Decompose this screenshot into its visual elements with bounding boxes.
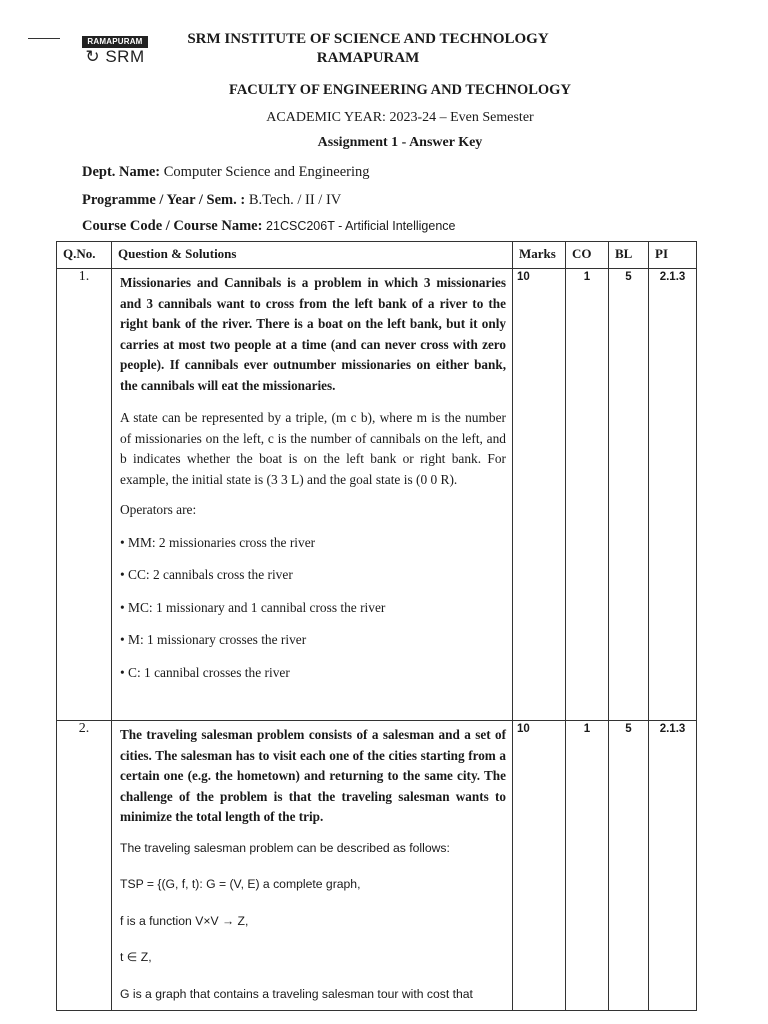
header-co: CO (566, 242, 609, 269)
solution-line: f is a function V×V → Z, (120, 913, 249, 928)
logo-main-text: ↻ SRM (85, 47, 145, 66)
operator-item: • CC: 2 cannibals cross the river (120, 567, 293, 582)
margin-mark (28, 38, 60, 39)
solution-line: G is a graph that contains a traveling salesman tour with cost that (120, 986, 473, 1001)
operator-item: • MC: 1 missionary and 1 cannibal cross the river (120, 599, 386, 615)
question-number: 1. (57, 269, 112, 721)
answer-table (56, 241, 697, 1011)
co-value: 1 (566, 269, 609, 721)
assignment-title: Assignment 1 - Answer Key (317, 135, 483, 150)
question-text: Missionaries and Cannibals is a problem in which 3 missionaries and 3 cannibals want to cross from the left bank of a river to the right bank of the river. There is a boat on the left bank, but it only carries at most two people at a time (and can never cross with zero people). If cannibals ever outnumber missionaries on either bank, the cannibals will eat the missionaries. (120, 275, 506, 393)
co-value: 1 (566, 721, 609, 1011)
institute-name: SRM INSTITUTE OF SCIENCE AND TECHNOLOGY RAMAPURAM (178, 30, 558, 68)
pi-value: 2.1.3 (649, 269, 697, 721)
header-marks: Marks (513, 242, 566, 269)
logo-top-text: RAMAPURAM (82, 36, 148, 48)
srm-logo (82, 36, 148, 66)
marks-value: 10 (513, 721, 566, 1011)
bl-value: 5 (609, 269, 649, 721)
campus-name: RAMAPURAM (316, 50, 420, 66)
solution-text: A state can be represented by a triple, (m c b), where m is the number of missionaries on the left, c is the number of cannibals on the left, and b indicates whether the boat is on the left bank or right bank. For example, the initial state is (3 3 L) and the goal state is (0 0 R). (120, 410, 506, 487)
bl-value: 5 (609, 721, 649, 1011)
programme-line: Programme / Year / Sem. : B.Tech. / II / IV (82, 192, 342, 208)
course-line: Course Code / Course Name: 21CSC206T - Artificial Intelligence (82, 218, 456, 234)
operator-item: • MM: 2 missionaries cross the river (120, 534, 316, 550)
solution-line: t ∈ Z, (120, 950, 152, 964)
pi-value: 2.1.3 (649, 721, 697, 1011)
header-qno: Q.No. (57, 242, 112, 269)
logo-swirl-icon: ↻ (85, 47, 101, 66)
operator-item: • C: 1 cannibal crosses the river (120, 664, 290, 680)
operators-label: Operators are: (120, 502, 197, 517)
solution-text: The traveling salesman problem can be described as follows: (120, 840, 450, 855)
faculty-name: FACULTY OF ENGINEERING AND TECHNOLOGY (229, 82, 571, 98)
question-number: 2. (57, 721, 112, 1011)
question-text: The traveling salesman problem consists of a salesman and a set of cities. The salesman has to visit each one of the cities starting from a certain one (e.g. the hometown) and returning to the same city. The challenge of the problem is that the traveling salesman wants to minimize the total length of the trip. (120, 727, 506, 824)
question-solution-cell (112, 269, 513, 721)
academic-year: ACADEMIC YEAR: 2023-24 – Even Semester (266, 110, 534, 125)
question-solution-cell (112, 721, 513, 1011)
operator-item: • M: 1 missionary crosses the river (120, 632, 307, 647)
table-row (57, 269, 697, 721)
header-bl: BL (609, 242, 649, 269)
table-header-row (57, 242, 697, 269)
solution-line: TSP = {(G, f, t): G = (V, E) a complete graph, (120, 877, 361, 891)
header-pi: PI (649, 242, 697, 269)
header-question: Question & Solutions (112, 242, 513, 269)
marks-value: 10 (513, 269, 566, 721)
dept-line: Dept. Name: Computer Science and Engineering (82, 164, 370, 180)
table-row (57, 721, 697, 1011)
